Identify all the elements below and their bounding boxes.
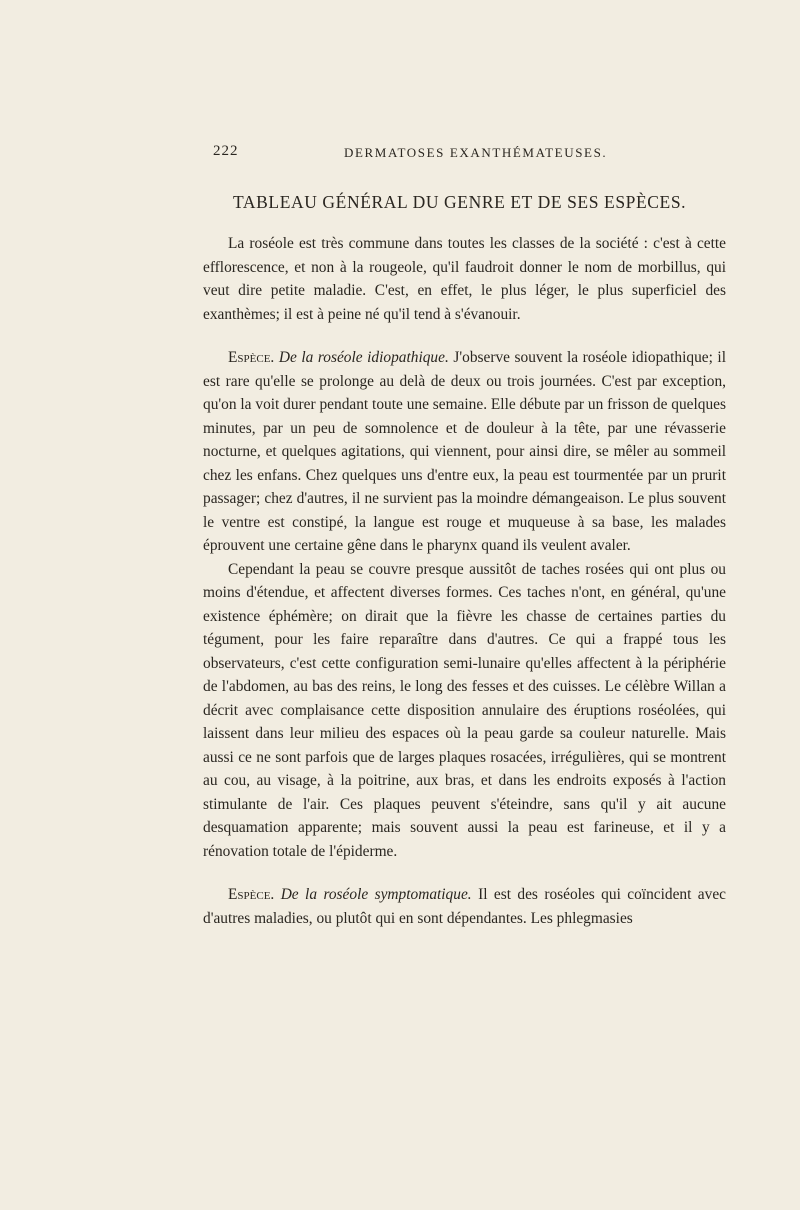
intro-paragraph: La roséole est très commune dans toutes les classes de la société : c'est à cette efflorescence, et non à la rougeole, qu'il faudroit donner le nom de morbillus, qui veut dire petite maladie. C'est, en effet, le plus léger, le plus superficiel des exanthèmes; il est à peine né qu'il tend à s'évanouir.	[203, 235, 726, 323]
running-head	[0, 143, 800, 165]
section-heading: TABLEAU GÉNÉRAL DU GENRE ET DE SES ESPÈCES.	[233, 192, 687, 212]
page-number: 222	[213, 143, 239, 159]
running-title: DERMATOSES EXANTHÉMATEUSES.	[344, 145, 608, 160]
eruption-paragraph: Cependant la peau se couvre presque aussitôt de taches rosées qui ont plus ou moins d'étendue, et affectent diverses formes. Ces taches n'ont, en général, qu'une existence éphémère; on dirait que la fièvre les chasse de certaines parties du tégument, pour les faire reparaître dans d'autres. Ce qui a frappé tous les observateurs, c'est cette configuration semi-lunaire qu'elles affectent à la périphérie de l'abdomen, au bas des reins, le long des fesses et des cuisses. Le célèbre Willan a décrit avec complaisance cette disposition annulaire des éruptions roséolées, qui laissent dans leur milieu des espaces où la peau garde sa couleur naturelle. Mais aussi ce ne sont parfois que de larges plaques rosacées, irrégulières, qui se montrent au cou, au visage, à la poitrine, aux bras, et dans les endroits exposés à l'action stimulante de l'air. Ces plaques peuvent s'éteindre, sans qu'il y ait aucune desquamation apparente; mais souvent aussi la peau est farineuse, et il y a rénovation totale de l'épiderme.	[203, 560, 726, 860]
species-label: Espèce.	[228, 349, 275, 366]
species-text: J'observe souvent la roséole idiopathique; il est rare qu'elle se prolonge au delà de deux ou trois journées. C'est par exception, qu'on la voit durer pendant toute une semaine. Elle débute par un frisson de quelques minutes, par un peu de somnolence et de douleur à la tête, par une révasserie nocturne, et quelques agitations, qui viennent, pour ainsi dire, se mêler au sommeil chez les enfans. Chez quelques uns d'entre eux, la peau est tourmentée par un prurit passager; chez d'autres, il ne survient pas la moindre démangeaison. Le plus souvent le ventre est constipé, la langue est rouge et muqueuse à sa base, les malades éprouvent une certaine gêne dans le pharynx quand ils veulent avaler.	[203, 349, 726, 554]
species-symptomatic-paragraph	[203, 883, 726, 930]
species-title: De la roséole idiopathique.	[278, 349, 449, 366]
species-text: Il est des roséoles qui coïncident avec d'autres maladies, ou plutôt qui en sont dépendantes. Les phlegmasies	[203, 886, 726, 927]
body-text	[203, 232, 726, 930]
species-idiopathic-paragraph	[203, 346, 726, 558]
species-label: Espèce.	[228, 886, 275, 903]
species-title: De la roséole symptomatique.	[280, 886, 472, 903]
